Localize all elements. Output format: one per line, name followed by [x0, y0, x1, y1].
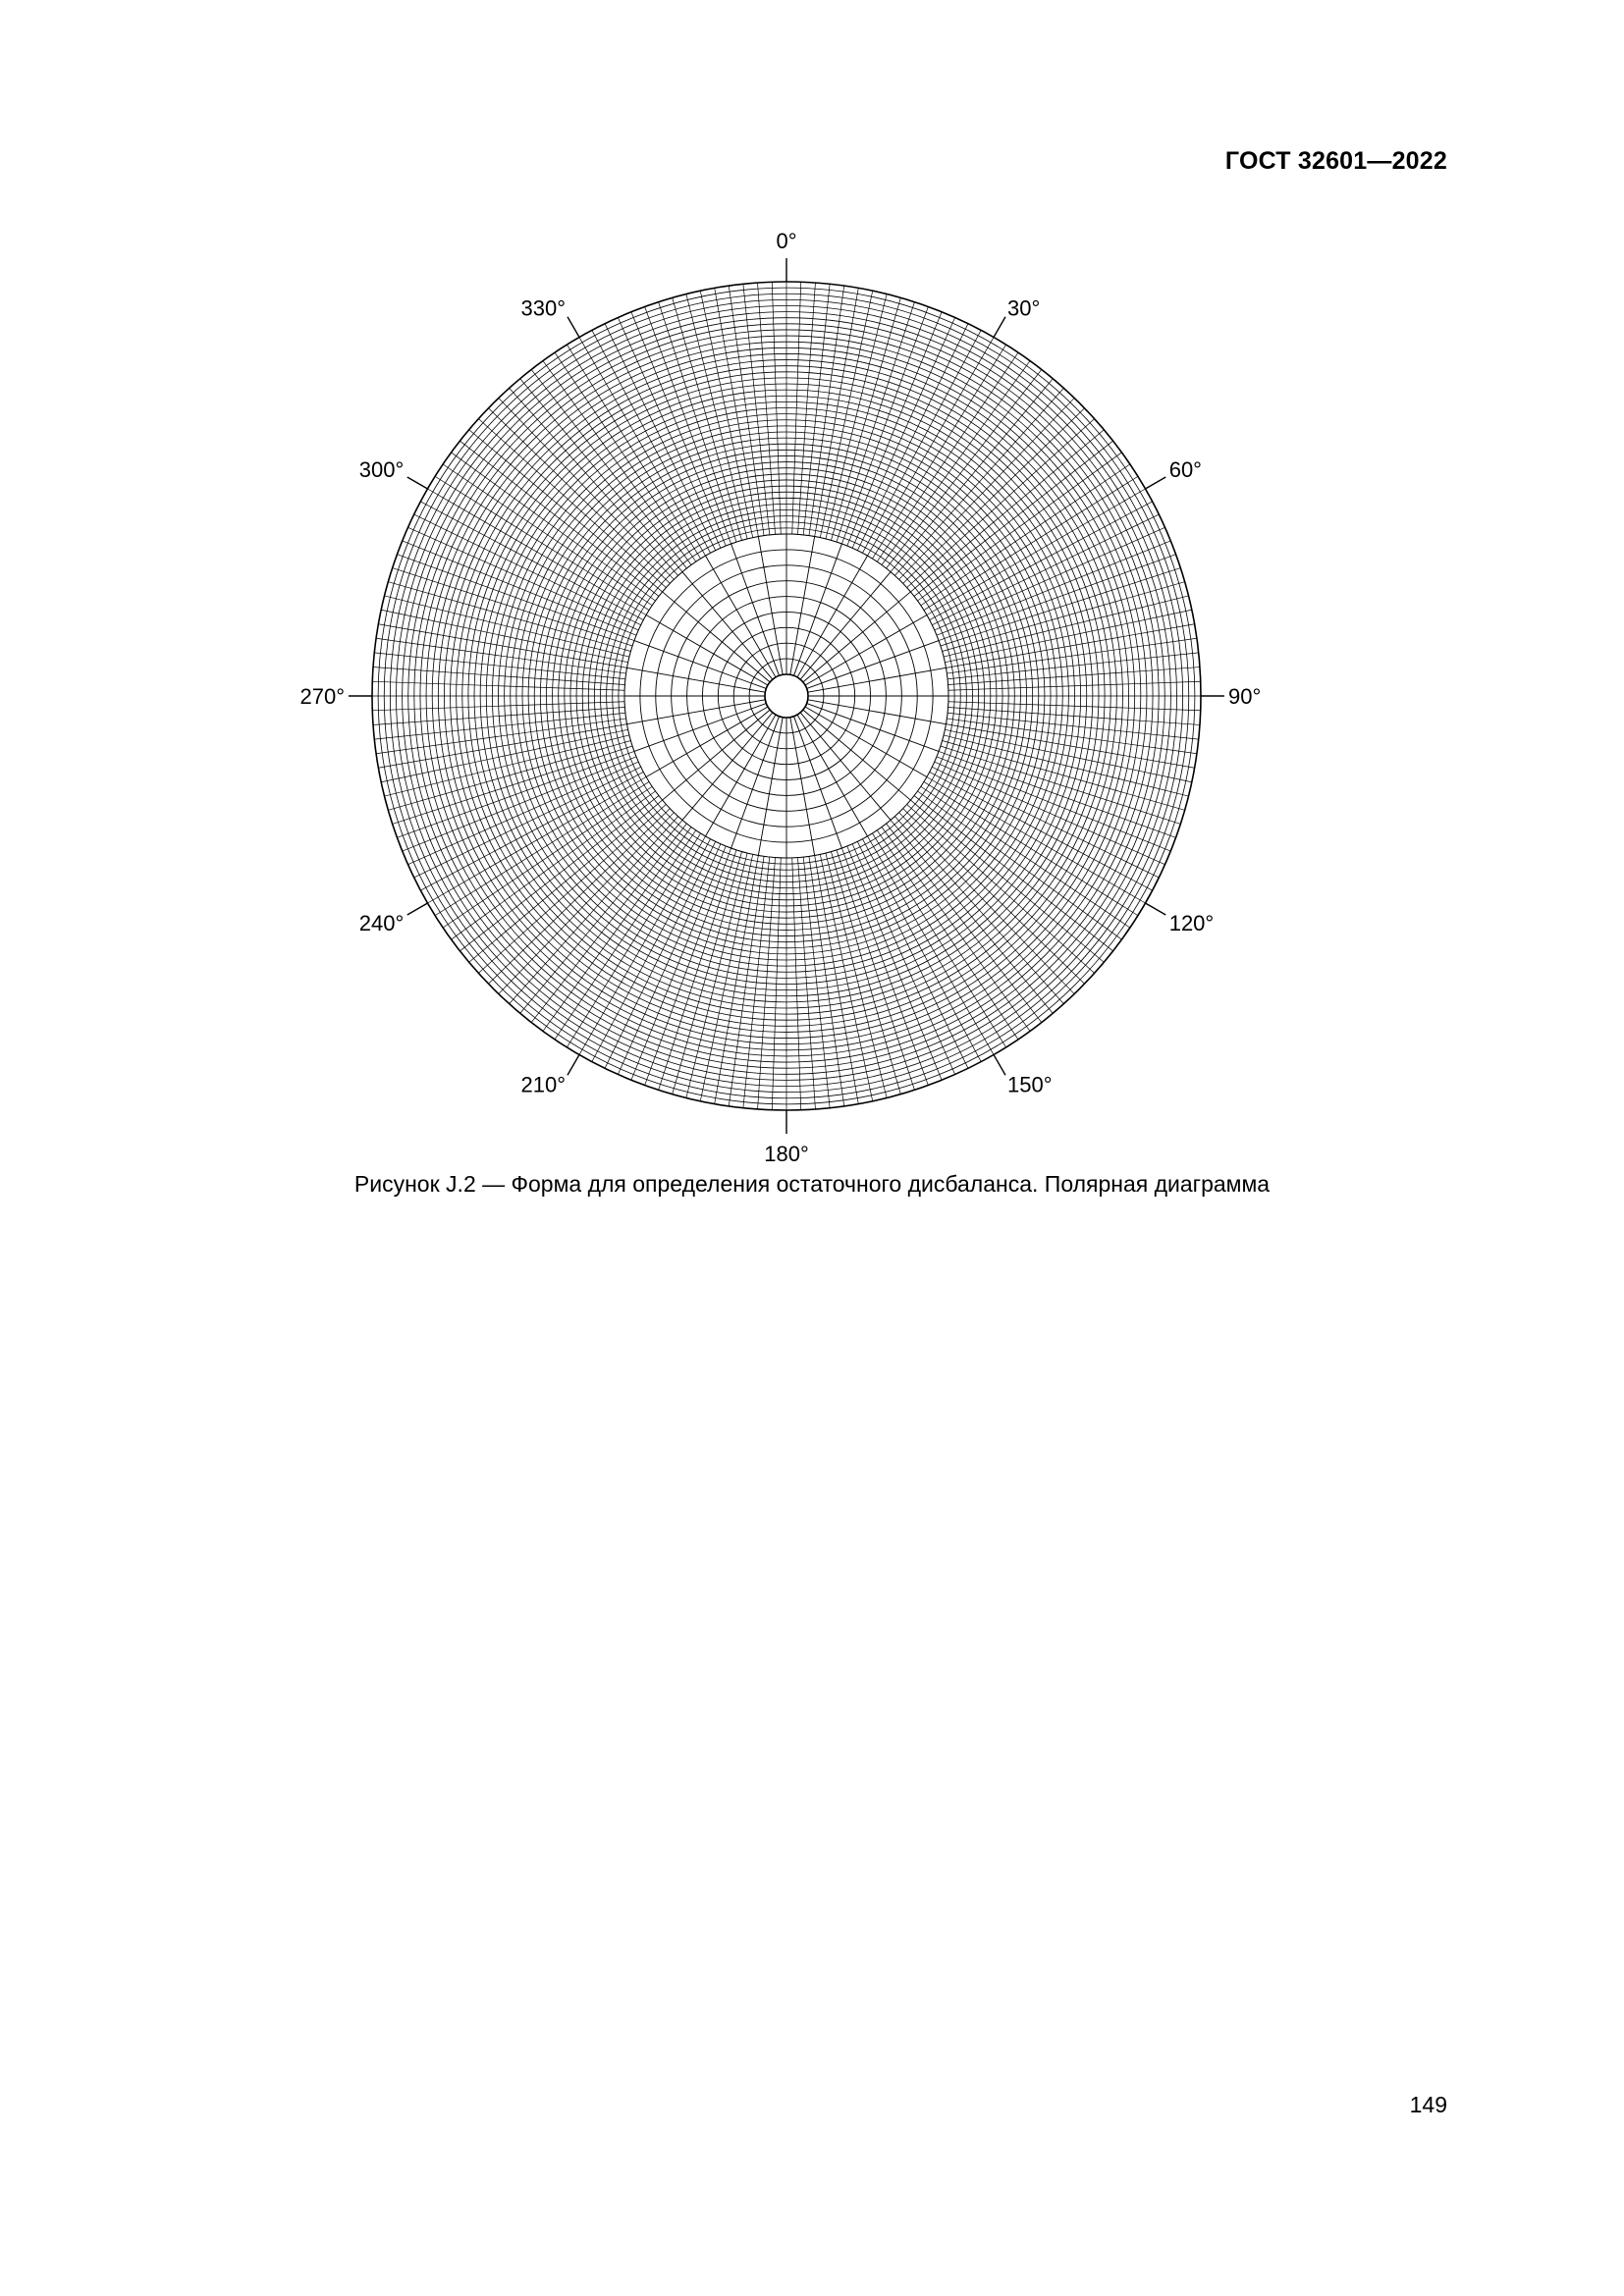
angle-label-60: 60° [1168, 457, 1202, 482]
angle-tick [407, 477, 428, 489]
angle-tick [1145, 477, 1165, 489]
angle-tick [407, 903, 428, 915]
inner-radial-lines [624, 534, 948, 858]
angle-label-210: 210° [520, 1072, 566, 1097]
angle-label-30: 30° [1007, 295, 1041, 321]
angle-label-330: 330° [520, 295, 566, 321]
angle-label-270: 270° [299, 684, 345, 709]
angle-tick [568, 1054, 579, 1075]
angle-label-180: 180° [764, 1142, 809, 1166]
angle-label-120: 120° [1168, 911, 1215, 935]
document-header: ГОСТ 32601—2022 [1224, 147, 1447, 175]
polar-grid [372, 282, 1201, 1110]
angle-label-240: 240° [358, 911, 405, 935]
inner-ring [765, 674, 808, 718]
figure-caption: Рисунок J.2 — Форма для определения остаточного дисбаланса. Полярная диаграмма [353, 1171, 1271, 1197]
angle-tick [1145, 903, 1165, 915]
angle-tick [994, 1054, 1005, 1075]
angle-label-0: 0° [776, 229, 797, 253]
outer-radial-lines [372, 282, 1201, 1110]
angle-label-90: 90° [1228, 684, 1262, 709]
page-number: 149 [1409, 2092, 1447, 2117]
angle-label-300: 300° [358, 457, 405, 482]
angle-tick [568, 317, 579, 338]
angle-tick [994, 317, 1005, 338]
angle-label-150: 150° [1007, 1072, 1053, 1097]
